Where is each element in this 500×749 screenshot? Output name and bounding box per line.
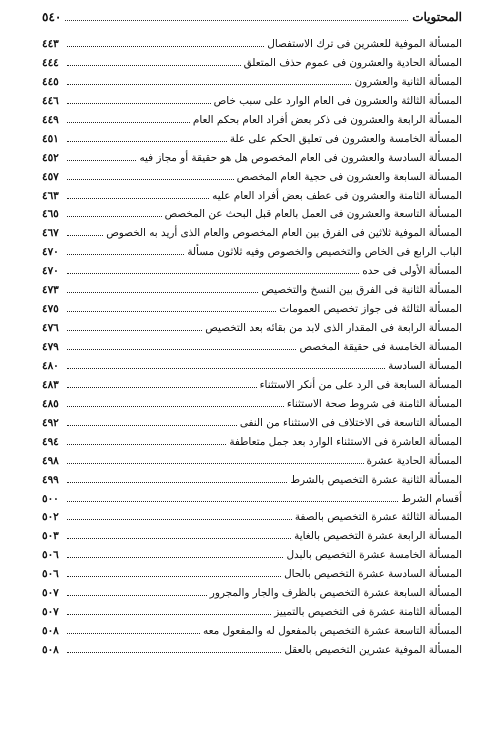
toc-entry-title: الباب الرابع فى الخاص والتخصيص والخصوص وفيه ثلاثون مسألة <box>187 246 462 259</box>
toc-entry-page: ٤٧٦ <box>42 322 59 335</box>
toc-entry <box>42 57 462 76</box>
toc-leader-dots <box>67 455 364 464</box>
toc-leader-dots <box>67 190 209 199</box>
toc-entry-page: ٤٨٣ <box>42 378 59 391</box>
toc-entry <box>42 587 462 606</box>
toc-entry-page: ٥٠٨ <box>42 625 59 638</box>
toc-entry-title: المسألة الرابعة عشرة التخصيص بالغاية <box>294 530 462 543</box>
toc-entry <box>42 530 462 549</box>
toc-entry-page: ٤٦٧ <box>42 227 59 240</box>
toc-entry-title: المسألة السادسة عشرة التخصيص بالحال <box>284 568 462 581</box>
toc-entry-page: ٥٠٦ <box>42 568 59 581</box>
toc-entry-page: ٤٧٣ <box>42 284 59 297</box>
toc-entry-page: ٥٠٣ <box>42 530 59 543</box>
toc-entry <box>42 644 462 663</box>
toc-leader-dots <box>67 57 241 66</box>
toc-entry <box>42 38 462 57</box>
toc-leader-dots <box>67 152 136 161</box>
toc-entry-title: المسألة السادسة والعشرون فى العام المخصوص هل هو حقيقة أو مجاز فيه <box>139 151 462 164</box>
toc-leader-dots <box>67 76 351 85</box>
toc-entry <box>42 133 462 152</box>
toc-entry <box>42 265 462 284</box>
toc-leader-dots <box>67 379 257 388</box>
toc-entry-title: المسألة السابعة فى الرد على من أنكر الاستثناء <box>259 378 462 391</box>
toc-leader-dots <box>67 417 237 426</box>
toc-leader-dots <box>67 530 291 539</box>
toc-entry-page: ٤٤٩ <box>42 113 59 126</box>
toc-entry-title: المسألة السابعة عشرة التخصيص بالظرف والجار والمجرور <box>209 587 462 600</box>
toc-entry-title: المسألة السادسة <box>388 359 462 372</box>
toc-leader-dots <box>67 322 202 331</box>
toc-entry-title: المسألة الأولى فى حده <box>362 265 462 278</box>
toc-entry-page: ٤٨٥ <box>42 397 59 410</box>
toc-leader-dots <box>67 644 281 653</box>
toc-entry-title: المسألة الموفية عشرين التخصيص بالعقل <box>284 644 462 656</box>
toc-leader-dots <box>67 568 281 577</box>
toc-entry-title: أقسام الشرط <box>401 492 462 505</box>
toc-entry <box>42 511 462 530</box>
toc-entry <box>42 493 462 512</box>
toc-leader-dots <box>67 265 359 274</box>
toc-entry-page: ٥٠٨ <box>42 644 59 656</box>
toc-entry-page: ٥٠٦ <box>42 549 59 562</box>
toc-leader-dots <box>67 227 103 236</box>
header-page-number: ٥٤٠ <box>42 10 62 24</box>
toc-entry-title: المسألة العاشرة فى الاستثناء الوارد بعد جمل متعاطفة <box>229 435 462 448</box>
toc-entry-title: المسألة الخامسة عشرة التخصيص بالبدل <box>286 549 462 562</box>
toc-entry <box>42 322 462 341</box>
toc-entry-title: المسألة الثامنة عشرة فى التخصيص بالتمييز <box>274 606 462 619</box>
toc-leader-dots <box>67 133 227 142</box>
toc-leader-dots <box>67 246 184 255</box>
toc-entry-page: ٤٧٩ <box>42 341 59 353</box>
toc-entry-title: المسألة الثالثة والعشرون فى العام الوارد على سبب خاص <box>213 94 462 107</box>
toc-entry-title: المسألة الرابعة والعشرون فى ذكر بعض أفراد العام بحكم العام <box>192 113 462 126</box>
toc-entry <box>42 284 462 303</box>
header-title: المحتويات <box>412 10 462 24</box>
header-leader-dots <box>65 11 408 21</box>
toc-entry <box>42 379 462 398</box>
toc-entry-title: المسألة الرابعة فى المقدار الذى لابد من بقائه بعد التخصيص <box>205 322 462 335</box>
toc-entry-title: المسألة الخامسة والعشرون فى تعليق الحكم على علة <box>229 132 462 145</box>
toc-entry-page: ٤٩٨ <box>42 454 59 467</box>
toc-entry <box>42 171 462 190</box>
toc-entry-title: المسألة الثامنة والعشرون فى عطف بعض أفراد العام عليه <box>212 189 462 202</box>
toc-entry <box>42 360 462 379</box>
toc-entry-title: المسألة الحادية عشرة <box>366 454 462 467</box>
toc-entry <box>42 303 462 322</box>
toc-entry-page: ٤٦٥ <box>42 208 59 221</box>
toc-entry-title: المسألة الثالثة عشرة التخصيص بالصفة <box>294 511 462 524</box>
toc-entry <box>42 227 462 246</box>
toc-entry-page: ٤٤٣ <box>42 38 59 50</box>
toc-leader-dots <box>67 360 385 369</box>
toc-entry-page: ٤٤٤ <box>42 56 59 69</box>
toc-entry <box>42 568 462 587</box>
toc-entry-page: ٤٧٠ <box>42 246 59 259</box>
toc-leader-dots <box>67 625 200 634</box>
toc-entry-title: المسألة الخامسة فى حقيقة المخصص <box>299 341 462 353</box>
toc-leader-dots <box>67 549 283 558</box>
toc-leader-dots <box>67 474 287 483</box>
toc-entry <box>42 417 462 436</box>
toc-entry <box>42 625 462 644</box>
toc-leader-dots <box>67 208 162 217</box>
toc-entry-page: ٤٩٩ <box>42 473 59 486</box>
toc-entry-page: ٤٤٥ <box>42 75 59 88</box>
toc-entry-title: المسألة الثانية والعشرون <box>354 75 462 88</box>
toc-entry <box>42 455 462 474</box>
toc-entry <box>42 114 462 133</box>
toc-leader-dots <box>67 171 234 180</box>
toc-entry-title: المسألة الثامنة فى شروط صحة الاستثناء <box>286 397 462 410</box>
toc-entry-title: المسألة الموفية ثلاثين فى الفرق بين العام المخصوص والعام الذى أريد به الخصوص <box>106 227 462 240</box>
toc-entry <box>42 246 462 265</box>
toc-entry-page: ٤٤٦ <box>42 94 59 107</box>
toc-entry-page: ٤٩٤ <box>42 435 59 448</box>
toc-entry <box>42 76 462 95</box>
toc-entry <box>42 549 462 568</box>
toc-entry <box>42 474 462 493</box>
toc-leader-dots <box>67 38 264 47</box>
toc-entry-title: المسألة الموفية للعشرين فى ترك الاستفصال <box>267 38 462 50</box>
toc-entry <box>42 208 462 227</box>
toc-entry <box>42 152 462 171</box>
toc-leader-dots <box>67 95 211 104</box>
toc-entry-page: ٥٠٧ <box>42 606 59 619</box>
toc-entry-title: المسألة الحادية والعشرون فى عموم حذف المتعلق <box>243 56 462 69</box>
toc-entry-page: ٤٧٠ <box>42 265 59 278</box>
toc-leader-dots <box>67 587 207 596</box>
toc-entry-page: ٤٥١ <box>42 132 59 145</box>
toc-page <box>42 10 462 663</box>
toc-entry-page: ٤٩٢ <box>42 416 59 429</box>
toc-leader-dots <box>67 606 271 615</box>
toc-entry <box>42 341 462 360</box>
toc-entry-page: ٥٠٧ <box>42 587 59 600</box>
toc-leader-dots <box>67 284 258 293</box>
toc-entry <box>42 398 462 417</box>
toc-entry-page: ٥٠٢ <box>42 511 59 524</box>
toc-entry-title: المسألة الثالثة فى جواز تخصيص العمومات <box>279 303 462 316</box>
page-header <box>42 10 462 32</box>
toc-entry-page: ٥٠٠ <box>42 492 59 505</box>
toc-entry-page: ٤٥٧ <box>42 170 59 183</box>
toc-entry <box>42 190 462 209</box>
toc-list <box>42 38 462 663</box>
toc-entry-title: المسألة الثانية فى الفرق بين النسخ والتخصيص <box>261 284 462 297</box>
toc-leader-dots <box>67 511 292 520</box>
toc-entry-title: المسألة التاسعة عشرة التخصيص بالمفعول له والمفعول معه <box>203 625 462 638</box>
toc-leader-dots <box>67 341 296 350</box>
toc-entry-title: المسألة السابعة والعشرون فى حجية العام المخصص <box>236 170 462 183</box>
toc-entry-page: ٤٦٣ <box>42 189 59 202</box>
toc-entry-title: المسألة التاسعة والعشرون فى العمل بالعام قبل البحث عن المخصص <box>164 208 462 221</box>
toc-leader-dots <box>67 114 190 123</box>
toc-entry-page: ٤٧٥ <box>42 303 59 316</box>
toc-leader-dots <box>67 303 276 312</box>
toc-entry-title: المسألة الثانية عشرة التخصيص بالشرط <box>290 473 462 486</box>
toc-entry-title: المسألة التاسعة فى الاختلاف فى الاستثناء من النفى <box>239 416 462 429</box>
toc-entry <box>42 436 462 455</box>
toc-entry <box>42 95 462 114</box>
toc-leader-dots <box>67 493 398 502</box>
toc-leader-dots <box>67 436 226 445</box>
toc-entry-page: ٤٥٢ <box>42 151 59 164</box>
toc-leader-dots <box>67 398 284 407</box>
toc-entry-page: ٤٨٠ <box>42 359 59 372</box>
toc-entry <box>42 606 462 625</box>
